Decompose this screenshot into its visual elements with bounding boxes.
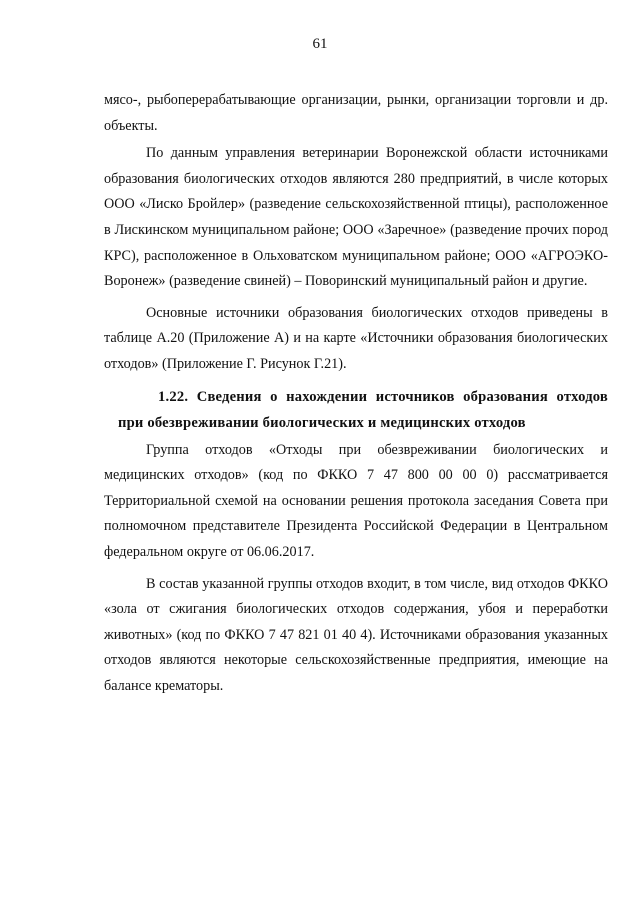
section-heading: 1.22. Сведения о нахождении источников образования отходов при обезвреживании биологических и медицинских отходов [118, 388, 608, 431]
page-number: 61 [312, 36, 328, 52]
paragraph: мясо-, рыбоперерабатывающие организации, рынки, организации торговли и др. объекты. [104, 92, 608, 134]
paragraph: Основные источники образования биологических отходов приведены в таблице А.20 (Приложение А) и на карте «Источники образования биологических отходов» (Приложение Г. Рисунок Г.21). [104, 304, 608, 372]
paragraph: В состав указанной группы отходов входит, в том числе, вид отходов ФККО «зола от сжигания биологических отходов содержания, убоя и переработки животных» (код по ФККО 7 47 821 01 40 4). Источниками образования указанных отходов являются некоторые сельскохозяйственные предприятия, имеющие на балансе крематоры. [104, 575, 608, 694]
paragraph: По данным управления ветеринарии Воронежской области источниками образования биологических отходов являются 280 предприятий, в числе которых ООО «Лиско Бройлер» (разведение сельскохозяйственной птицы), расположенное в Лискинском муниципальном районе; ООО «Заречное» (разведение прочих пород КРС), расположенное в Ольховатском муниципальном районе; ООО «АГРОЭКО-Воронеж» (разведение свиней) – Поворинский муниципальный район и другие. [104, 145, 608, 290]
paragraph: Группа отходов «Отходы при обезвреживании биологических и медицинских отходов» (код по ФККО 7 47 800 00 00 0) рассматривается Территориальной схемой на основании решения протокола заседания Совета при полномочном представителе Президента Российской Федерации в Центральном федеральном округе от 06.06.2017. [104, 441, 608, 560]
document-body [104, 88, 608, 699]
